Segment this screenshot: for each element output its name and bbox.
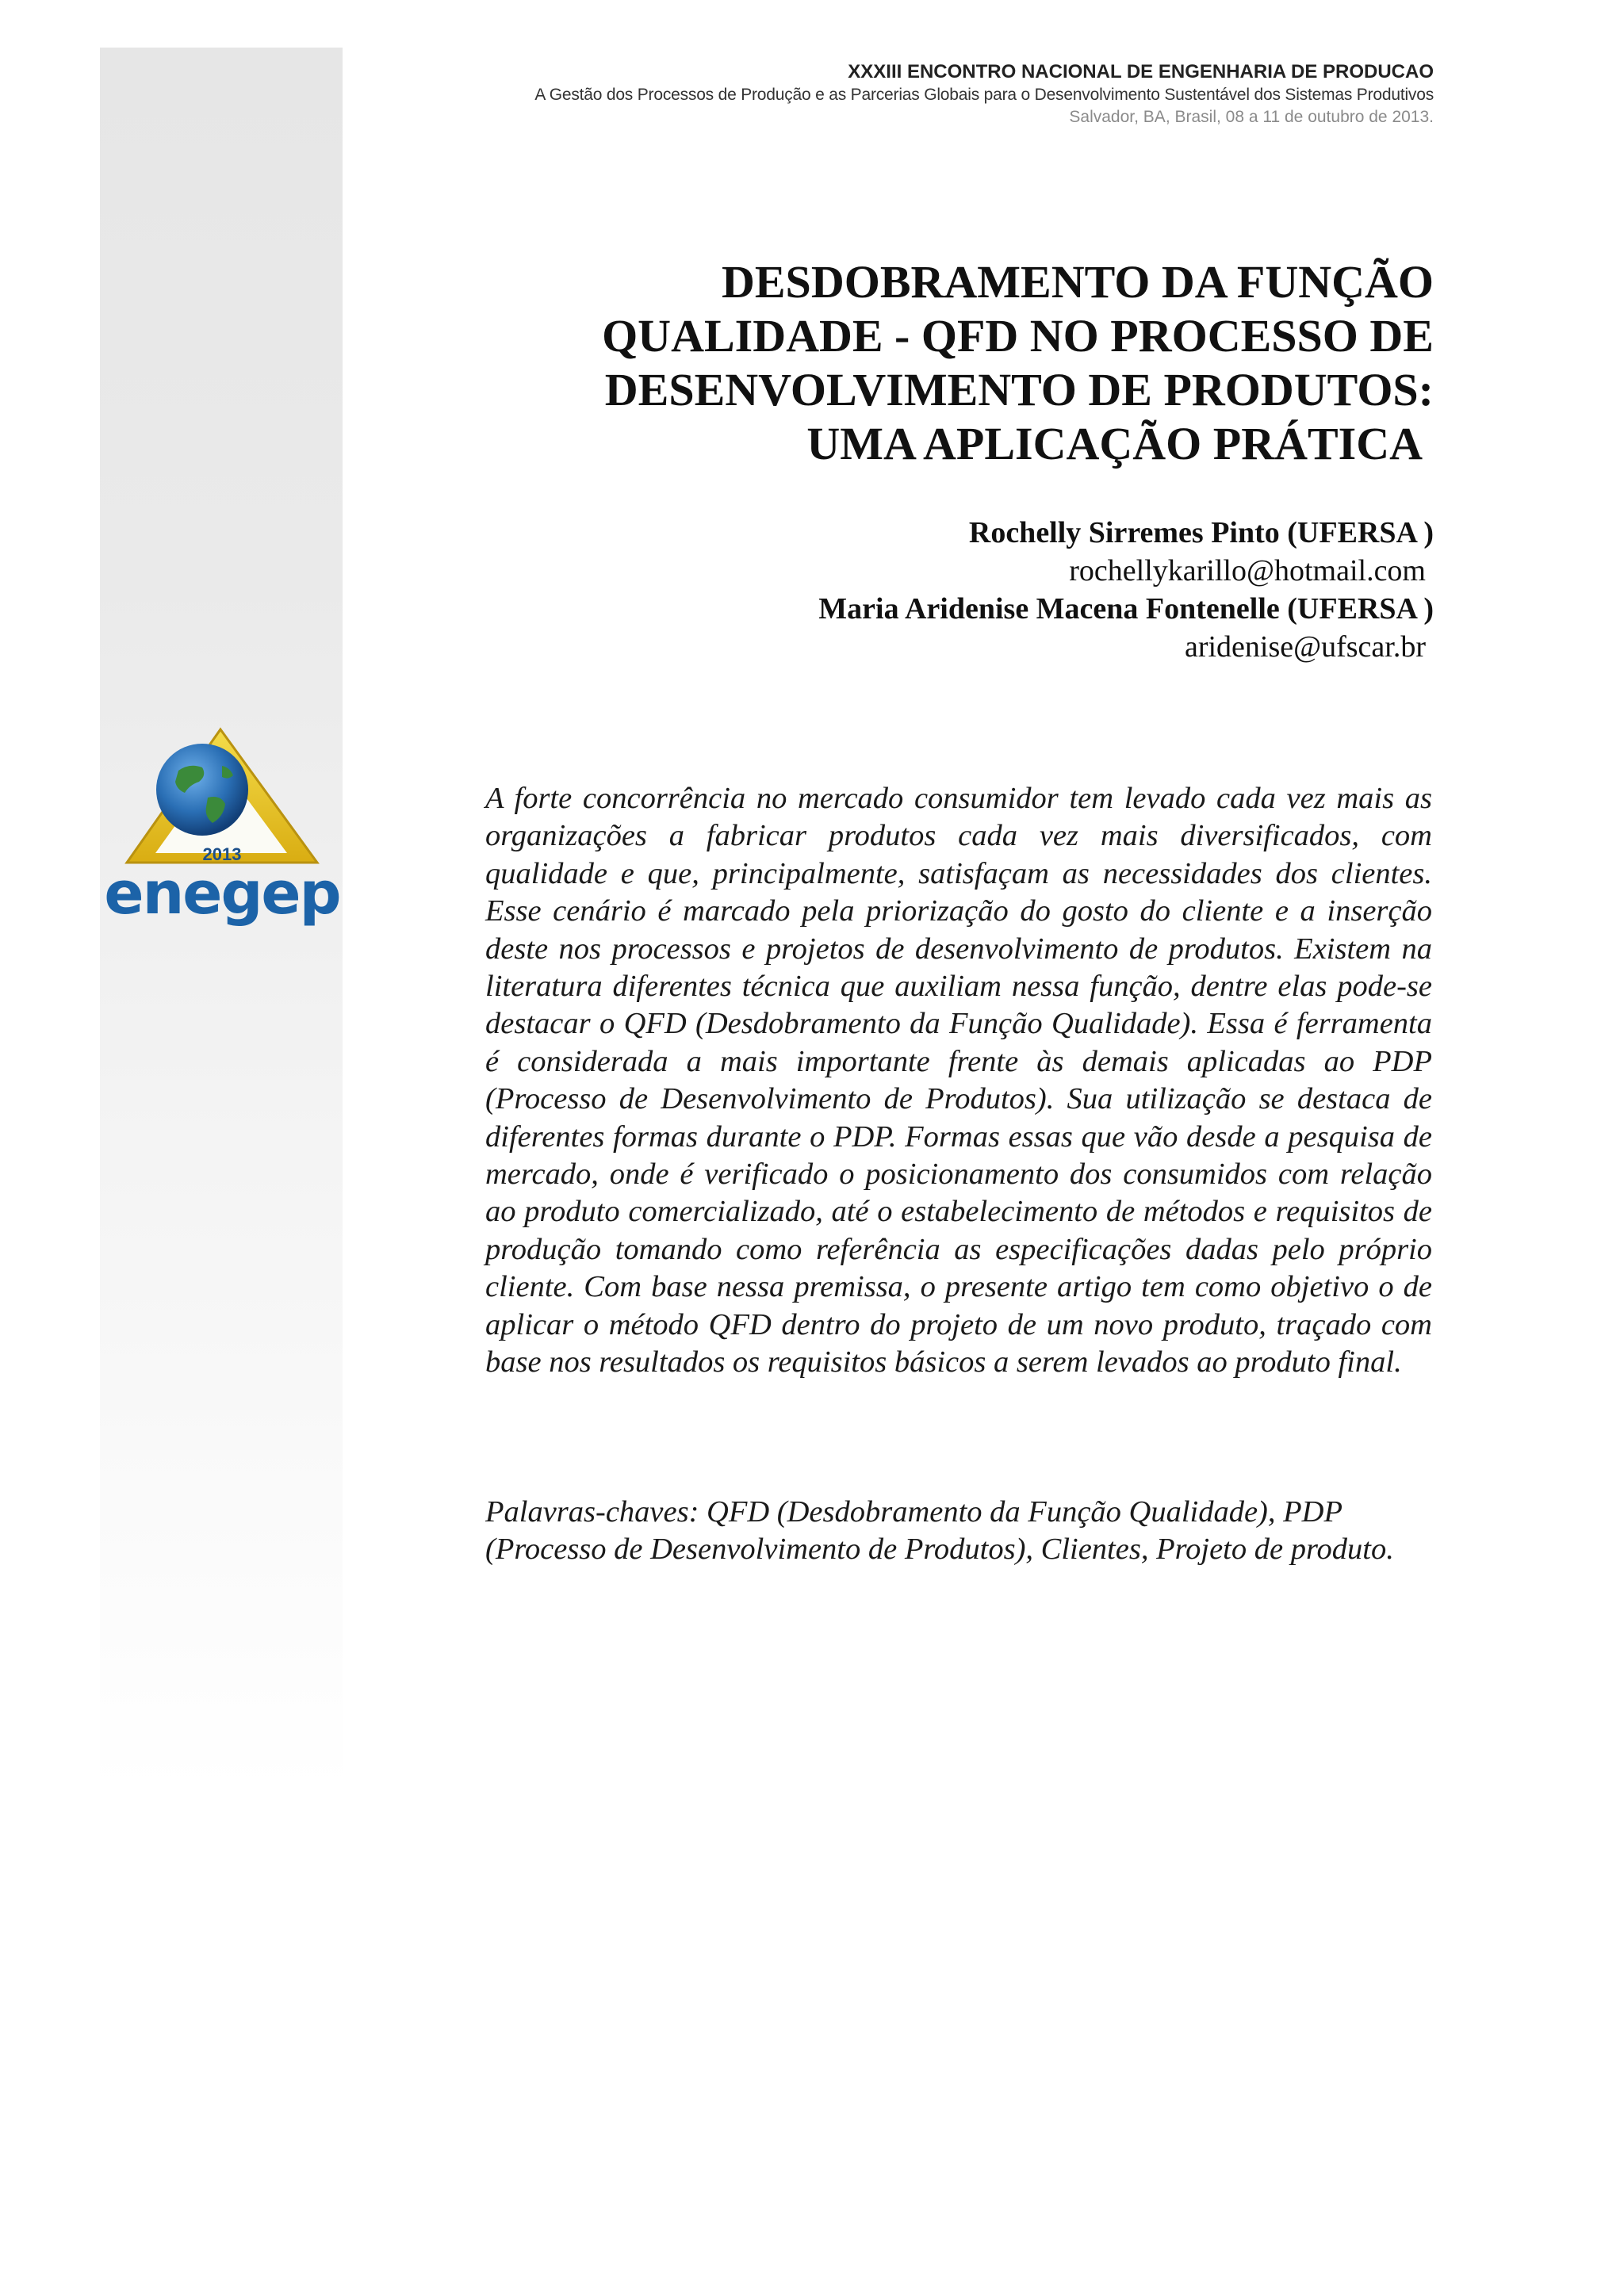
abstract: A forte concorrência no mercado consumidor tem levado cada vez mais as organizações a fabricar produtos cada vez mais diversificados, com qualidade e que, principalmente, satisfaçam as necessidades dos clientes. Esse cenário é marcado pela priorização do gosto do cliente e a inserção deste nos processos e projetos de desenvolvimento de produtos. Existem na literatura diferentes técnica que auxiliam nessa função, dentre elas pode-se destacar o QFD (Desdobramento da Função Qualidade). Essa é ferramenta é considerada a mais importante frente às demais aplicadas ao PDP (Processo de Desenvolvimento de Produtos). Sua utilização se destaca de diferentes formas durante o PDP. Formas essas que vão desde a pesquisa de mercado, onde é verificado o posicionamento dos consumidos com relação ao produto comercializado, até o estabelecimento de métodos e requisitos de produção tomando como referência as especificações dadas pelo próprio cliente. Com base nessa premissa, o presente artigo tem como objetivo o de aplicar o método QFD dentro do projeto de um novo produto, traçado com base nos resultados os requisitos básicos a serem levados ao produto final. [485, 782, 1432, 1380]
title-line: QUALIDADE - QFD NO PROCESSO DE [602, 310, 1434, 362]
globe-triangle-logo-icon [103, 721, 341, 936]
author-email: rochellykarillo@hotmail.com [1069, 554, 1426, 587]
author-block [403, 514, 1434, 666]
enegep-logo [103, 721, 341, 936]
logo-year: 2013 [202, 844, 242, 864]
author-name: Maria Aridenise Macena Fontenelle (UFERSA ) [818, 592, 1434, 626]
title-line: DESENVOLVIMENTO DE PRODUTOS: [604, 364, 1434, 415]
conference-location-date: Salvador, BA, Brasil, 08 a 11 de outubro de 2013. [1069, 108, 1434, 126]
page-header [324, 60, 1434, 128]
conference-name: XXXIII ENCONTRO NACIONAL DE ENGENHARIA DE PRODUCAO [848, 61, 1434, 82]
paper-title [403, 255, 1434, 471]
keywords: Palavras-chaves: QFD (Desdobramento da Função Qualidade), PDP (Processo de Desenvolvimento de Produtos), Clientes, Projeto de produto. [485, 1495, 1394, 1567]
logo-wordmark: enegep [104, 859, 340, 928]
title-line: UMA APLICAÇÃO PRÁTICA [806, 418, 1423, 469]
author-name: Rochelly Sirremes Pinto (UFERSA ) [968, 516, 1434, 549]
conference-theme: A Gestão dos Processos de Produção e as Parcerias Globais para o Desenvolvimento Sustentável dos Sistemas Produtivos [534, 86, 1434, 104]
author-email: aridenise@ufscar.br [1184, 630, 1426, 664]
title-line: DESDOBRAMENTO DA FUNÇÃO [721, 256, 1434, 308]
